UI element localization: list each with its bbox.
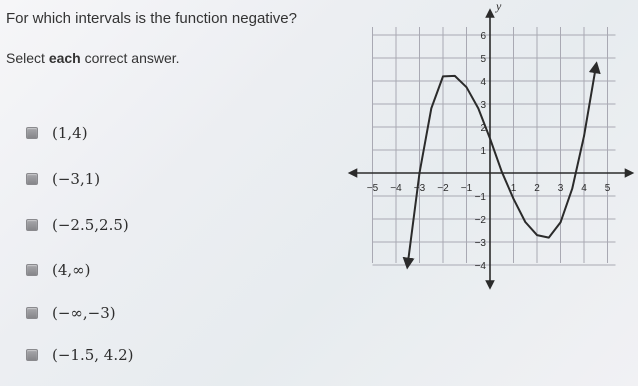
- axes: [353, 13, 630, 285]
- curve-point: [407, 263, 409, 265]
- y-tick-label: −4: [474, 261, 486, 272]
- x-tick-label: −1: [460, 183, 473, 194]
- curve-point: [501, 171, 503, 173]
- curve-point: [595, 66, 597, 68]
- grid: [373, 27, 616, 265]
- x-tick-label: −4: [390, 183, 402, 194]
- option-label: (4,∞): [52, 261, 91, 279]
- option-label: (−2.5,2.5): [52, 216, 129, 234]
- curve-point: [442, 76, 444, 78]
- curve-point: [477, 108, 479, 110]
- option-label: (1,4): [52, 124, 88, 142]
- x-tick-label: −3: [413, 183, 426, 194]
- curve-point: [583, 135, 585, 137]
- curve-point: [513, 198, 515, 200]
- function-curve: [408, 67, 596, 263]
- option-label: (−3,1): [52, 170, 101, 188]
- y-tick-label: 5: [480, 54, 486, 65]
- instruction-suffix: correct answer.: [80, 50, 180, 66]
- curve-point: [571, 188, 573, 190]
- x-tick-label: 4: [581, 183, 587, 194]
- y-tick-label: −2: [474, 215, 486, 226]
- option-label: (−1.5, 4.2): [52, 346, 134, 364]
- curve-layer: [407, 66, 597, 264]
- question-text: For which intervals is the function negative?: [6, 10, 297, 27]
- curve-point: [466, 86, 468, 88]
- y-tick-label: 6: [480, 31, 486, 42]
- option-label: (−∞,−3): [52, 304, 116, 322]
- y-tick-label: 2: [480, 123, 486, 134]
- y-axis-label: y: [496, 0, 502, 13]
- tick-labels: [367, 31, 611, 272]
- x-tick-label: 1: [510, 183, 517, 194]
- y-tick-label: 3: [480, 100, 486, 111]
- curve-point: [524, 221, 526, 223]
- instruction-bold: each: [48, 50, 81, 66]
- y-tick-label: 1: [480, 146, 486, 157]
- x-tick-label: −2: [437, 183, 449, 194]
- curve-point: [536, 234, 538, 236]
- y-tick-label: 4: [480, 77, 486, 88]
- curve-point: [489, 138, 491, 140]
- y-tick-label: −3: [474, 238, 486, 249]
- x-tick-label: −5: [366, 183, 379, 194]
- y-tick-label: −1: [474, 192, 486, 203]
- curve-point: [560, 222, 562, 224]
- instruction-prefix: Select: [6, 50, 49, 66]
- x-tick-label: 2: [534, 183, 540, 194]
- curve-point: [419, 172, 421, 174]
- x-tick-label: 5: [604, 183, 611, 194]
- curve-point: [454, 75, 456, 77]
- curve-point: [430, 108, 432, 110]
- curve-point: [548, 237, 550, 239]
- x-tick-label: 3: [557, 183, 564, 194]
